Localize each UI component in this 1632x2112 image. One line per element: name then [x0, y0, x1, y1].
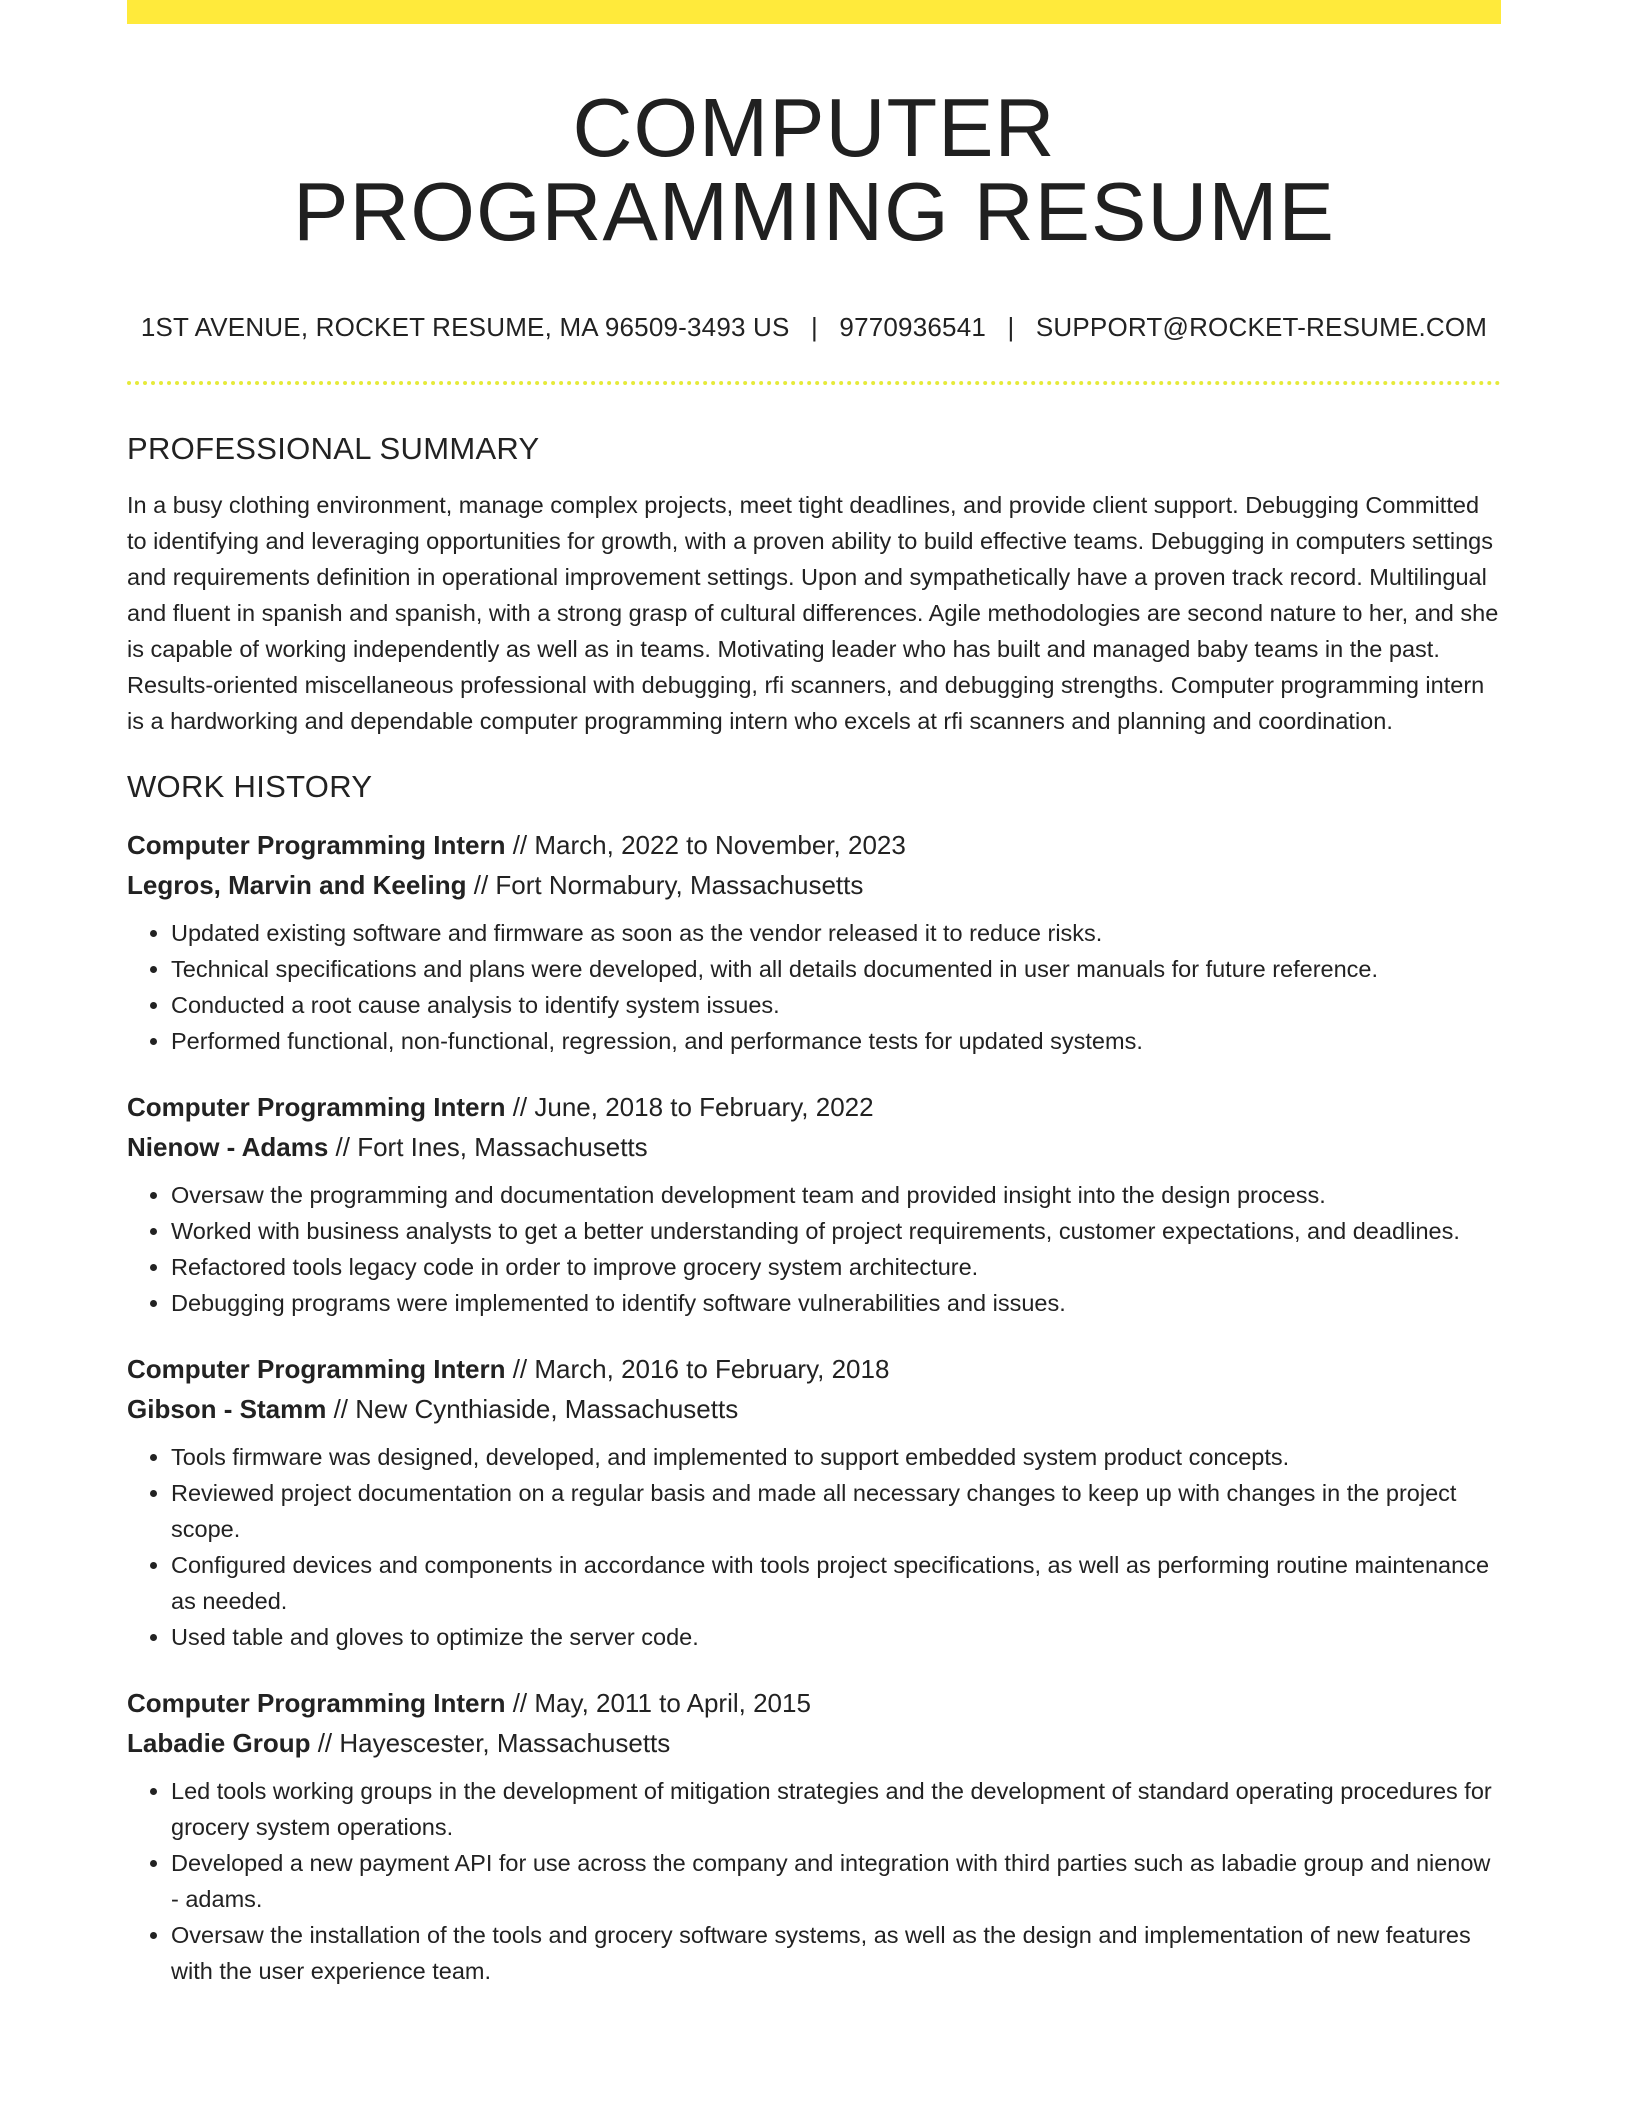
- job-title: Computer Programming Intern: [127, 1688, 506, 1718]
- job-entry: [127, 1087, 1501, 1321]
- job-bullet: • Reviewed project documentation on a regular basis and made all necessary changes to keep up with changes in the project scope.: [171, 1475, 1501, 1547]
- job-company: Gibson - Stamm: [127, 1394, 327, 1424]
- resume-title: [127, 81, 1501, 258]
- job-bullet: • Configured devices and components in accordance with tools project specifications, as well as performing routine maintenance as needed.: [171, 1547, 1501, 1619]
- job-bullet: • Updated existing software and firmware as soon as the vendor released it to reduce risks.: [171, 915, 1501, 951]
- top-accent-bar: [127, 0, 1501, 24]
- contact-email: SUPPORT@ROCKET-RESUME.COM: [1035, 312, 1488, 342]
- job-title: Computer Programming Intern: [127, 1354, 506, 1384]
- contact-address: 1ST AVENUE, ROCKET RESUME, MA 96509-3493 US: [140, 312, 790, 342]
- job-dates: // March, 2016 to February, 2018: [505, 1354, 890, 1384]
- job-company-line: [127, 865, 1501, 905]
- job-bullet: • Oversaw the installation of the tools and grocery software systems, as well as the design and implementation of new features with the user experience team.: [171, 1917, 1501, 1989]
- contact-line: [127, 312, 1501, 343]
- job-dates: // June, 2018 to February, 2022: [505, 1092, 874, 1122]
- job-bullets: [127, 1439, 1501, 1655]
- job-entry: [127, 1349, 1501, 1655]
- job-bullet: • Developed a new payment API for use across the company and integration with third parties such as labadie group and nienow - adams.: [171, 1845, 1501, 1917]
- job-bullet: • Oversaw the programming and documentation development team and provided insight into the design process.: [171, 1177, 1501, 1213]
- job-company-line: [127, 1723, 1501, 1763]
- job-dates: // March, 2022 to November, 2023: [505, 830, 906, 860]
- job-title: Computer Programming Intern: [127, 1092, 506, 1122]
- work-history-heading: WORK HISTORY: [127, 769, 373, 804]
- job-title-line: [127, 1087, 1501, 1127]
- job-company-line: [127, 1389, 1501, 1429]
- job-title-line: [127, 1349, 1501, 1389]
- job-title: Computer Programming Intern: [127, 830, 506, 860]
- job-company: Labadie Group: [127, 1728, 311, 1758]
- job-bullets: [127, 915, 1501, 1059]
- job-location: // Fort Ines, Massachusetts: [328, 1132, 648, 1162]
- summary-text: In a busy clothing environment, manage complex projects, meet tight deadlines, and provide client support. Debugging Committed to identifying and leveraging opportunities for growth, with a proven ability to build effective teams. Debugging in computers settings and requirements definition in operational improvement settings. Upon and sympathetically have a proven track record. Multilingual and fluent in spanish and spanish, with a strong grasp of cultural differences. Agile methodologies are second nature to her, and she is capable of working independently as well as in teams. Motivating leader who has built and managed baby teams in the past. Results-oriented miscellaneous professional with debugging, rfi scanners, and debugging strengths. Computer programming intern is a hardworking and dependable computer programming intern who excels at rfi scanners and planning and coordination.: [127, 492, 1499, 734]
- job-location: // Fort Normabury, Massachusetts: [466, 870, 864, 900]
- title-line-2: PROGRAMMING RESUME: [293, 165, 1335, 258]
- contact-phone: 9770936541: [839, 312, 987, 342]
- job-company: Legros, Marvin and Keeling: [127, 870, 467, 900]
- job-bullet: • Tools firmware was designed, developed, and implemented to support embedded system product concepts.: [171, 1439, 1501, 1475]
- contact-separator: |: [1007, 312, 1015, 342]
- job-location: // Hayescester, Massachusetts: [310, 1728, 671, 1758]
- resume-page: [127, 0, 1501, 1989]
- job-list: [127, 825, 1501, 1989]
- summary-heading: PROFESSIONAL SUMMARY: [127, 431, 540, 466]
- work-history-section: [127, 769, 1501, 1989]
- job-bullet: • Performed functional, non-functional, regression, and performance tests for updated systems.: [171, 1023, 1501, 1059]
- job-entry: [127, 825, 1501, 1059]
- job-bullets: [127, 1773, 1501, 1989]
- professional-summary-section: [127, 431, 1501, 739]
- job-bullet: • Refactored tools legacy code in order to improve grocery system architecture.: [171, 1249, 1501, 1285]
- title-line-1: COMPUTER: [572, 81, 1056, 174]
- contact-separator: |: [811, 312, 818, 342]
- job-bullet: • Used table and gloves to optimize the server code.: [171, 1619, 1501, 1655]
- job-location: // New Cynthiaside, Massachusetts: [326, 1394, 739, 1424]
- job-entry: [127, 1683, 1501, 1989]
- job-title-line: [127, 1683, 1501, 1723]
- job-bullet: • Technical specifications and plans were developed, with all details documented in user manuals for future reference.: [171, 951, 1501, 987]
- job-dates: // May, 2011 to April, 2015: [505, 1688, 811, 1718]
- job-bullets: [127, 1177, 1501, 1321]
- job-title-line: [127, 825, 1501, 865]
- job-company: Nienow - Adams: [127, 1132, 329, 1162]
- job-bullet: • Debugging programs were implemented to identify software vulnerabilities and issues.: [171, 1285, 1501, 1321]
- dotted-divider: [127, 381, 1501, 385]
- job-bullet: • Led tools working groups in the development of mitigation strategies and the development of standard operating procedures for grocery system operations.: [171, 1773, 1501, 1845]
- job-company-line: [127, 1127, 1501, 1167]
- job-bullet: • Worked with business analysts to get a better understanding of project requirements, customer expectations, and deadlines.: [171, 1213, 1501, 1249]
- job-bullet: • Conducted a root cause analysis to identify system issues.: [171, 987, 1501, 1023]
